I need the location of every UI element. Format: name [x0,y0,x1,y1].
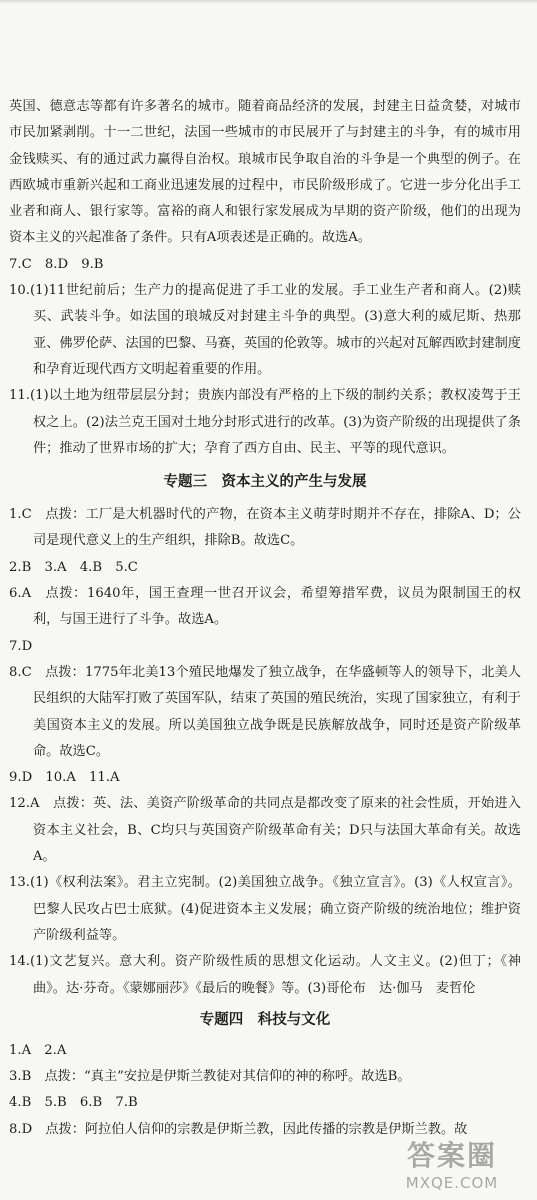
watermark-site-text: MXQE.COM [405,1174,499,1192]
s4-answers-4-7: 4.B 5.B 6.B 7.B [9,1095,138,1111]
intro-paragraph: 英国、德意志等都有许多著名的城市。随着商品经济的发展，封建主日益贪婪，对城市市民加紧剥削。十一二世纪，法国一些城市的市民展开了与封建主的斗争，有的城市用金钱赎买、有的通过武力赢得自治权。琅城市民争取自治的斗争是一个典型的例子。在西欧城市重新兴起和工商业迅速发展的过程中，市民阶级形成了。它进一步分化出手工业者和商人、银行家等。富裕的商人和银行家发展成为早期的资产阶级，他们的出现为资本主义的兴起准备了条件。只有A项表述是正确的。故选A。 [9,99,521,246]
answers-7-9: 7.C 8.D 9.B [9,256,104,272]
watermark-logo-text: 答案圈 [406,1139,497,1172]
s3-answer-12: 12.A 点拨：英、法、美资产阶级革命的共同点是都改变了原来的社会性质，开始进入资本主义社会，B、C均只与英国资产阶级革命有关；D只与法国大革命有关。故选A。 [9,796,521,865]
s3-answer-7: 7.D [9,638,33,654]
answer-10: 10.(1)11世纪前后；生产力的提高促进了手工业的发展。手工业生产者和商人。(2)赎买、武装斗争。如法国的琅城反对封建主斗争的典型。(3)意大利的威尼斯、热那亚、佛罗伦萨、法国的巴黎、马赛，英国的伦敦等。城市的兴起对瓦解西欧封建制度和孕育近现代西方文明起着重要的作用。 [9,283,521,377]
s3-answers-2-5: 2.B 3.A 4.B 5.C [9,559,138,575]
s3-answer-8: 8.C 点拨：1775年北美13个殖民地爆发了独立战争，在华盛顿等人的领导下，北美人民组织的大陆军打败了英国军队，结束了英国的殖民统治，实现了国家独立，有利于美国资本主义的发展。所以美国独立战争既是民族解放战争，同时还是资产阶级革命。故选C。 [9,664,521,759]
section-4-title: 专题四 科技与文化 [199,1011,331,1028]
answer-11: 11.(1)以土地为纽带层层分封；贵族内部没有严格的上下级的制约关系；教权凌驾于王权之上。(2)法兰克王国对土地分封形式进行的改革。(3)为资产阶级的出现提供了条件；推动了世界市场的扩大；孕育了西方自由、民主、平等的现代意识。 [9,388,521,456]
answer-page [9,94,521,1143]
s3-answer-6: 6.A 点拨：1640年，国王查理一世召开议会，希望筹措军费，议员为限制国王的权利，与国王进行了斗争。故选A。 [9,586,521,628]
s4-answers-1-2: 1.A 2.A [9,1042,67,1058]
page-top-edge [0,0,537,4]
s3-answer-13: 13.(1)《权利法案》。君主立宪制。(2)美国独立战争。《独立宣言》。(3)《人权宣言》。巴黎人民攻占巴士底狱。(4)促进资本主义发展；确立资产阶级的统治地位；维护资产阶级利益等。 [9,875,521,943]
section-3-title: 专题三 资本主义的产生与发展 [163,474,367,491]
s3-answer-1: 1.C 点拨：工厂是大机器时代的产物，在资本主义萌芽时期并不存在，排除A、D；公司是现代意义上的生产组织，排除B。故选C。 [9,507,521,549]
s3-answers-9-11: 9.D 10.A 11.A [9,770,120,786]
watermark-logo [377,1134,527,1194]
s4-answer-8: 8.D 点拨：阿拉伯人信仰的宗教是伊斯兰教，因此传播的宗教是伊斯兰教。故 [9,1121,468,1137]
s4-answer-3: 3.B 点拨：“真主”安拉是伊斯兰教徒对其信仰的神的称呼。故选B。 [9,1069,411,1085]
s3-answer-14: 14.(1)文艺复兴。意大利。资产阶级性质的思想文化运动。人文主义。(2)但丁；《神曲》。达·芬奇。《蒙娜丽莎》《最后的晚餐》等。(3)哥伦布 达·伽马 麦哲伦 [9,954,521,996]
